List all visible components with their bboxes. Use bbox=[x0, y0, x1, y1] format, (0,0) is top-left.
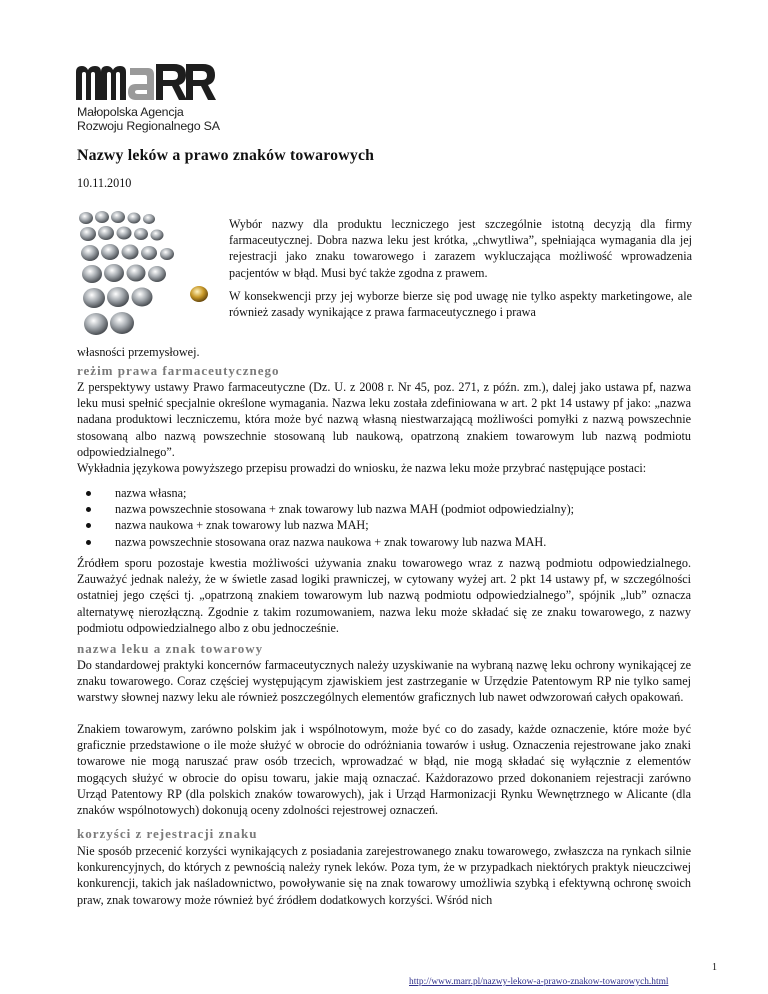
article-title: Nazwy leków a prawo znaków towarowych bbox=[77, 147, 375, 164]
gold-pill-icon bbox=[190, 286, 208, 302]
article-date: 10.11.2010 bbox=[77, 176, 132, 190]
section1-paragraph-3: Źródłem sporu pozostaje kwestia możliwości używania znaku towarowego wraz z nazwą podmiotu odpowiedzialnego. Zauważyć jednak należy, że w świetle zasad logiki prawniczej, w cytowany wyżej art. 2 pkt 14 ustawy pf, w szczególności ostatniej jego części tj. „opatrzoną znakiem towarowym lub nazwą podmiotu odpowiedzialnego”, spójnik „lub” oznacza alternatywę nierozłączną. Zgodnie z takim rozumowaniem, nazwa leku może składać się ze znaku towarowego, z nazwy podmiotu odpowiedzialnego albo z obu jednocześnie. bbox=[77, 556, 691, 635]
bullet-icon bbox=[86, 540, 91, 545]
list-item: nazwa powszechnie stosowana + znak towarowy lub nazwa MAH (podmiot odpowiedzialny); bbox=[77, 501, 691, 517]
section-heading-trademark: nazwa leku a znak towarowy bbox=[77, 641, 264, 656]
list-item: nazwa naukowa + znak towarowy lub nazwa MAH; bbox=[77, 517, 691, 533]
pills-illustration bbox=[78, 208, 213, 341]
bullet-icon bbox=[86, 491, 91, 496]
intro-paragraph-2: W konsekwencji przy jej wyborze bierze się pod uwagę nie tylko aspekty marketingowe, ale również zasady wynikające z prawa farmaceutycznego i prawa bbox=[229, 289, 692, 320]
section2-paragraph-2: Znakiem towarowym, zarówno polskim jak i wspólnotowym, może być co do zasady, każde oznaczenie, które może być graficznie przedstawione o ile może służyć w obrocie do odróżniania towarów i usług. Oznaczenia rejestrowane jako znaki towarowe nie mogą naruszać praw osób trzecich, wprowadzać w błąd, nie mogą składać się wyłącznie z elementów mogących służyć w obrocie do opisu towaru, jakie mają oznaczać. Każdorazowo przed dokonaniem rejestracji zarówno Urząd Patentowy RP (dla polskich znaków towarowych), jak i Urząd Harmonizacji Rynku Wewnętrznego w Alicante (dla znaków wspólnotowych) dokonują oceny zdolności rejestrowej oznaczeń. bbox=[77, 722, 691, 818]
section2-paragraph-1: Do standardowej praktyki koncernów farmaceutycznych należy uzyskiwanie na wybraną nazwę leku ochrony wynikającej ze znaku towarowego. Coraz częściej występującym zjawiskiem jest zastrzeganie w Urzędzie Patentowym RP nie tylko samej warstwy słownej nazwy leku ale również poszczególnych elementów graficznych lub nawet odwzorowań całych opakowań. bbox=[77, 658, 691, 705]
source-url-link[interactable]: http://www.marr.pl/nazwy-lekow-a-prawo-znakow-towarowych.html bbox=[409, 977, 669, 987]
intro-paragraph-1: Wybór nazwy dla produktu leczniczego jest szczególnie istotną decyzją dla firmy farmaceutycznej. Dobra nazwa leku jest krótka, „chwytliwa”, spełniająca wymagania dla jej rejestracji jako znaku towarowego i zarazem wykluczająca możliwość wprowadzenia pacjentów w błąd. Musi być także zgodna z prawem. bbox=[229, 217, 692, 280]
marr-logo bbox=[76, 62, 220, 137]
bullet-icon bbox=[86, 523, 91, 528]
section-heading-pharma-law: reżim prawa farmaceutycznego bbox=[77, 363, 280, 378]
intro-paragraph-2-tail: własności przemysłowej. bbox=[77, 345, 200, 359]
logo-tagline-line1: Małopolska Agencja bbox=[77, 105, 184, 119]
section-heading-benefits: korzyści z rejestracji znaku bbox=[77, 826, 258, 841]
page-number: 1 bbox=[712, 962, 717, 973]
list-item: nazwa własna; bbox=[77, 485, 691, 501]
section1-paragraph-2: Wykładnia językowa powyższego przepisu prowadzi do wniosku, że nazwa leku może przybrać następujące postaci: bbox=[77, 461, 647, 475]
bullet-icon bbox=[86, 507, 91, 512]
section1-paragraph-1: Z perspektywy ustawy Prawo farmaceutyczne (Dz. U. z 2008 r. Nr 45, poz. 271, z późn. zm.), dalej jako ustawa pf, nazwa leku musi spełnić specjalnie określone wymagania. Nazwa leku została zdefiniowana w art. 2 pkt 14 ustawy pf jako: „nazwa nadana produktowi leczniczemu, która może być nazwą własną niestwarzającą możliwości pomyłki z nazwą powszechnie stosowaną albo nazwą powszechnie stosowaną lub naukową, opatrzoną znakiem towarowym lub nazwą podmiotu odpowiedzialnego”. bbox=[77, 380, 691, 459]
list-item: nazwa powszechnie stosowana oraz nazwa naukowa + znak towarowy lub nazwa MAH. bbox=[77, 534, 691, 550]
logo-tagline-line2: Rozwoju Regionalnego SA bbox=[77, 119, 220, 133]
section3-paragraph-1: Nie sposób przecenić korzyści wynikających z posiadania zarejestrowanego znaku towarowego, zwłaszcza na rynkach silnie konkurencyjnych, do których z pewnością należy rynek leków. Poza tym, że w przypadkach niektórych praktyk nieuczciwej konkurencji, takich jak naśladownictwo, powoływanie się na znak towarowy umożliwia szybką i efektywną ochronę swoich praw, znak towarowy może również być źródłem dodatkowych korzyści. Wśród nich bbox=[77, 844, 691, 907]
marr-wordmark-icon bbox=[76, 62, 216, 102]
name-forms-list bbox=[77, 485, 691, 550]
